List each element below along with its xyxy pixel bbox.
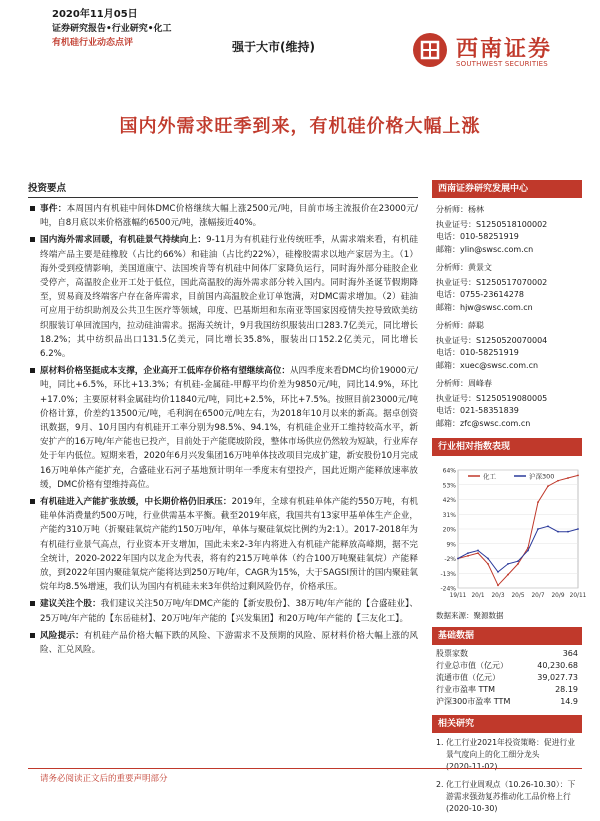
bullet-lead: 有机硅进入产能扩张放缓，中长期价格仍旧承压：: [40, 497, 232, 508]
series-point: [577, 528, 579, 530]
chart-source: 数据来源：聚源数据: [436, 611, 504, 620]
table-row: [432, 659, 582, 671]
report-meta: [52, 8, 172, 50]
report-type: 证券研究报告•行业研究•化工: [52, 24, 172, 34]
legend-label: 沪深300: [529, 472, 555, 481]
bullet-lead: 事件：: [40, 204, 67, 214]
basic-data-table: [432, 647, 582, 707]
bullet-lead: 风险提示：: [40, 630, 84, 641]
x-tick-label: 20/3: [491, 593, 505, 599]
series-point: [537, 501, 539, 503]
y-tick-label: 31%: [442, 511, 456, 519]
bullet-item: [28, 597, 418, 625]
series-point: [487, 563, 489, 565]
analyst-phone-value: 010-58251919: [460, 232, 519, 241]
basic-data-heading: 基础数据: [432, 627, 582, 645]
series-line-0: [458, 475, 578, 585]
series-point: [477, 552, 479, 554]
x-tick-label: 19/11: [449, 593, 467, 599]
analyst-card: [432, 320, 582, 372]
analyst-phone: [436, 347, 582, 360]
related-title: 化工行业周观点（10.26-10.30）：下游需求强劲复苏推动化工品价格上行: [446, 780, 576, 801]
analyst-cert: [436, 393, 582, 406]
series-point: [517, 560, 519, 562]
series-point: [457, 558, 459, 560]
analyst-cert-value: S1250518100002: [476, 219, 548, 229]
y-tick-label: 53%: [442, 482, 456, 490]
row-value: 14.9: [560, 696, 578, 706]
team-heading: 西南证券研究发展中心: [432, 180, 582, 198]
series-point: [517, 563, 519, 565]
row-label: 行业总市值（亿元）: [436, 660, 508, 670]
bullet-item: [28, 364, 418, 492]
footer-divider: [28, 768, 582, 769]
y-tick-label: 9%: [446, 541, 456, 549]
sidebar: [432, 180, 587, 821]
bullet-text: 2019年，全球有机硅单体产能约550万吨，有机硅单体消费量约500万吨，行业供需基本平衡。截至2019年底，我国共有13家甲基单体生产企业，产能约310万吨（折聚硅氧烷产能约150万吨/年，单体与聚硅氧烷比例约为2:1）。2017-2018年为有机硅行业景气高点，行业资本开支增加，国此未来2-3年内将进入有机硅产能释放高峰期，据不完全统计，2020-2022年国内以龙企为代表，将有约215万吨单体（约合100万吨聚硅氧烷）产能释放，到2022年国内聚硅氧烷产能将达到250万吨/年，CAGR为15%，大于SAGSI预计的国内聚硅氧烷年均8.5%增速，我们认为国内有机硅未来3年供给过剩风险仍存，价格承压。: [40, 497, 418, 593]
x-tick-label: 20/7: [531, 593, 545, 599]
y-tick-label: 20%: [442, 526, 456, 534]
series-point: [497, 571, 499, 573]
related-title: 化工行业2021年投资策略：促进行业景气度向上的化工细分龙头: [446, 738, 575, 759]
bullet-lead: 建议关注个股：: [40, 599, 101, 610]
bullet-text: 我们建议关注50万吨/年DMC产能的【新安股份】、38万吨/年产能的【合盛硅业】、25万吨/年产能的【东岳硅材】、20万吨/年产能的【兴发集团】和20万吨/年产能的【三友化工】。: [40, 599, 418, 624]
series-point: [477, 550, 479, 552]
y-tick-label: -2%: [444, 556, 456, 563]
analyst-name: 分析师：黄景文: [436, 263, 492, 272]
analyst-email[interactable]: [436, 302, 582, 315]
analyst-cert-label: 执业证号：: [436, 277, 476, 287]
analyst-email-label: 邮箱：: [436, 360, 460, 370]
company-logo: [412, 30, 562, 74]
analyst-email[interactable]: [436, 360, 582, 373]
series-point: [527, 550, 529, 552]
related-date: (2020-11-02): [446, 762, 498, 771]
analyst-email-label: 邮箱：: [436, 302, 460, 312]
legend-label: 化工: [483, 472, 496, 481]
report-subtype: 有机硅行业动态点评: [52, 38, 134, 48]
bullet-item: [28, 233, 418, 361]
analyst-cert-value: S1250519080005: [476, 393, 548, 403]
logo-text-cn: 西南证券: [456, 36, 553, 62]
analyst-card: [432, 262, 582, 314]
related-list: [432, 737, 582, 815]
row-label: 流通市值（亿元）: [436, 672, 500, 682]
analyst-phone-label: 电话：: [436, 290, 460, 299]
analyst-phone: [436, 289, 582, 302]
x-tick-label: 20/9: [551, 593, 565, 599]
analyst-card: [432, 204, 582, 256]
bullet-item: [28, 629, 418, 657]
analyst-cert-label: 执业证号：: [436, 335, 476, 345]
row-label: 沪深300市盈率 TTM: [436, 696, 511, 706]
index-chart-svg: [432, 460, 587, 608]
table-row: [432, 671, 582, 683]
related-heading: 相关研究: [432, 715, 582, 733]
analyst-email-value: zfc@swsc.com.cn: [460, 418, 531, 428]
analyst-phone-value: 010-58251919: [460, 348, 519, 357]
analyst-name: 分析师：薛聪: [436, 321, 484, 330]
table-row: [432, 647, 582, 659]
logo-text-en: SOUTHWEST SECURITIES: [456, 60, 548, 68]
analyst-email[interactable]: [436, 418, 582, 431]
series-point: [567, 531, 569, 533]
analyst-cert: [436, 219, 582, 232]
series-point: [467, 555, 469, 557]
analyst-name: 分析师：周峰春: [436, 379, 492, 388]
series-point: [507, 563, 509, 565]
row-label: 行业市盈率 TTM: [436, 684, 496, 694]
related-item[interactable]: [436, 779, 582, 815]
related-num: 1.: [436, 738, 444, 747]
investment-highlights: [28, 180, 418, 660]
series-point: [507, 574, 509, 576]
series-point: [557, 531, 559, 533]
analyst-email-value: hjw@swsc.com.cn: [460, 302, 533, 312]
analyst-email[interactable]: [436, 244, 582, 257]
table-row: [432, 683, 582, 695]
analyst-email-value: xuec@swsc.com.cn: [460, 360, 539, 370]
series-point: [547, 485, 549, 487]
series-point: [497, 584, 499, 586]
row-value: 40,230.68: [537, 660, 578, 670]
analyst-phone-value: 021-58351839: [460, 406, 519, 415]
analyst-phone: [436, 231, 582, 244]
analyst-phone-label: 电话：: [436, 348, 460, 357]
row-value: 39,027.73: [537, 672, 578, 682]
report-date: 2020年11月05日: [52, 9, 138, 20]
bullet-lead: 国内海外需求回暖，有机硅景气持续向上：: [40, 235, 207, 246]
series-point: [487, 558, 489, 560]
row-value: 28.19: [555, 684, 578, 694]
analyst-phone-label: 电话：: [436, 406, 460, 415]
index-chart: [432, 460, 587, 608]
row-value: 364: [562, 648, 578, 658]
rating: 强于大市(维持): [232, 40, 315, 54]
bullet-lead: 原材料价格坚挺成本支撑，企业高开工低库存价格有望继续高位：: [40, 366, 291, 377]
bullet-item: [28, 495, 418, 594]
analyst-cert-label: 执业证号：: [436, 393, 476, 403]
series-point: [567, 477, 569, 479]
row-label: 股票家数: [436, 648, 468, 658]
analyst-phone-value: 0755-23614278: [460, 290, 524, 299]
series-point: [577, 474, 579, 476]
analyst-email-label: 邮箱：: [436, 244, 460, 254]
analyst-cert: [436, 335, 582, 348]
analyst-phone-label: 电话：: [436, 232, 460, 241]
logo-emblem-icon: [412, 32, 448, 68]
y-tick-label: 64%: [442, 467, 456, 475]
analyst-name: 分析师：杨林: [436, 205, 484, 214]
analyst-list: [432, 204, 582, 430]
footer-disclaimer: 请务必阅读正文后的重要声明部分: [40, 774, 168, 784]
chart-heading: 行业相对指数表现: [432, 438, 582, 456]
analyst-cert: [436, 277, 582, 290]
x-tick-label: 20/5: [511, 593, 525, 599]
analyst-card: [432, 378, 582, 430]
analyst-email-label: 邮箱：: [436, 418, 460, 428]
series-line-1: [458, 526, 578, 572]
series-point: [467, 552, 469, 554]
bullet-item: [28, 202, 418, 230]
page-title: 国内外需求旺季到来，有机硅价格大幅上涨: [119, 116, 481, 137]
analyst-cert-value: S1250520070004: [476, 335, 548, 345]
table-row: [432, 695, 582, 707]
bullet-text: 从四季度来看DMC均价19000元/吨，同比+6.5%，环比+13.3%；有机硅-金属硅-甲醇平均价差为9850元/吨，同比14.9%，环比+17.0%；主要原材料金属硅均价11840元/吨，同比+2.5%，环比+7.5%。按照目前23000元/吨价格计算，价差约13500元/吨，毛利润在6500元/吨左右，为2018年10月以来的新高。据卓创资讯数据，9月、10月国内有机硅开工率分别为98.5%、94.1%，有机硅企业开工维持较高水平，新安扩产的16万吨/年产能也已投产，目前处于产能爬坡阶段，整体市场供应仍然较为短缺，行业库存处于年内低位。短期来看，2020年6月兴发集团16万吨单体技改项目完成扩建，新安股份10月完成16万吨单体产能扩充，合盛硅业石河子基地预计明年一季度末有望投产，国此近期产能释放速率放缓，DMC价格有望维持高位。: [40, 366, 418, 490]
analyst-email-value: ylin@swsc.com.cn: [460, 244, 534, 254]
y-tick-label: 42%: [442, 497, 456, 504]
y-tick-label: -13%: [440, 570, 456, 578]
series-point: [547, 525, 549, 527]
analyst-cert-label: 执业证号：: [436, 219, 476, 229]
bullet-text: 本周国内有机硅中间体DMC价格继续大幅上涨2500元/吨，目前市场主流报价在23000元/吨，自8月底以来价格涨幅约6500元/吨，涨幅接近40%。: [40, 204, 418, 229]
series-point: [537, 528, 539, 530]
series-point: [557, 480, 559, 482]
y-tick-label: -24%: [440, 585, 456, 593]
x-tick-label: 20/11: [569, 593, 587, 599]
bullet-text: 有机硅产品价格大幅下跌的风险、下游需求不及预期的风险、原材料价格大幅上涨的风险、汇兑风险。: [40, 630, 418, 656]
bullet-list: [28, 202, 418, 657]
analyst-cert-value: S1250517070002: [476, 277, 548, 287]
bullet-text: 9-11月为有机硅行业传统旺季，从需求端来看，有机硅终端产品主要是硅橡胶（占比约66%）和硅油（占比约22%），硅橡胶需求以地产家居为主。（1）海外受到疫情影响，美国道康宁、法国埃肯等有机硅中间体厂家降负运行，同时海外部分硅胶企业受停产，高温胶企业开工处于低位，国此高温胶的海外需求部分转入国内。同时海外圣诞节假期降至，贸易商及终端客户存在备库需求，目前国内高温胶企业订单饱满，对DMC需求增加。（2）硅油可应用于纺织助剂及公共卫生医疗等领域，印度、巴基斯坦和东南亚等国家因疫情失控导致欧美纺织服装订单回流国内，拉动硅油需求。据海关统计，9月我国纺织服装出口283.7亿美元，同比增长18.2%；其中纺织品出口131.5亿美元，同比增长35.8%，服装出口152.2亿美元，同比增长6.2%。: [40, 235, 418, 360]
related-num: 2.: [436, 780, 444, 789]
x-tick-label: 20/1: [471, 593, 485, 599]
section-heading: 投资要点: [28, 180, 418, 198]
related-date: (2020-10-30): [446, 804, 498, 813]
analyst-phone: [436, 405, 582, 418]
